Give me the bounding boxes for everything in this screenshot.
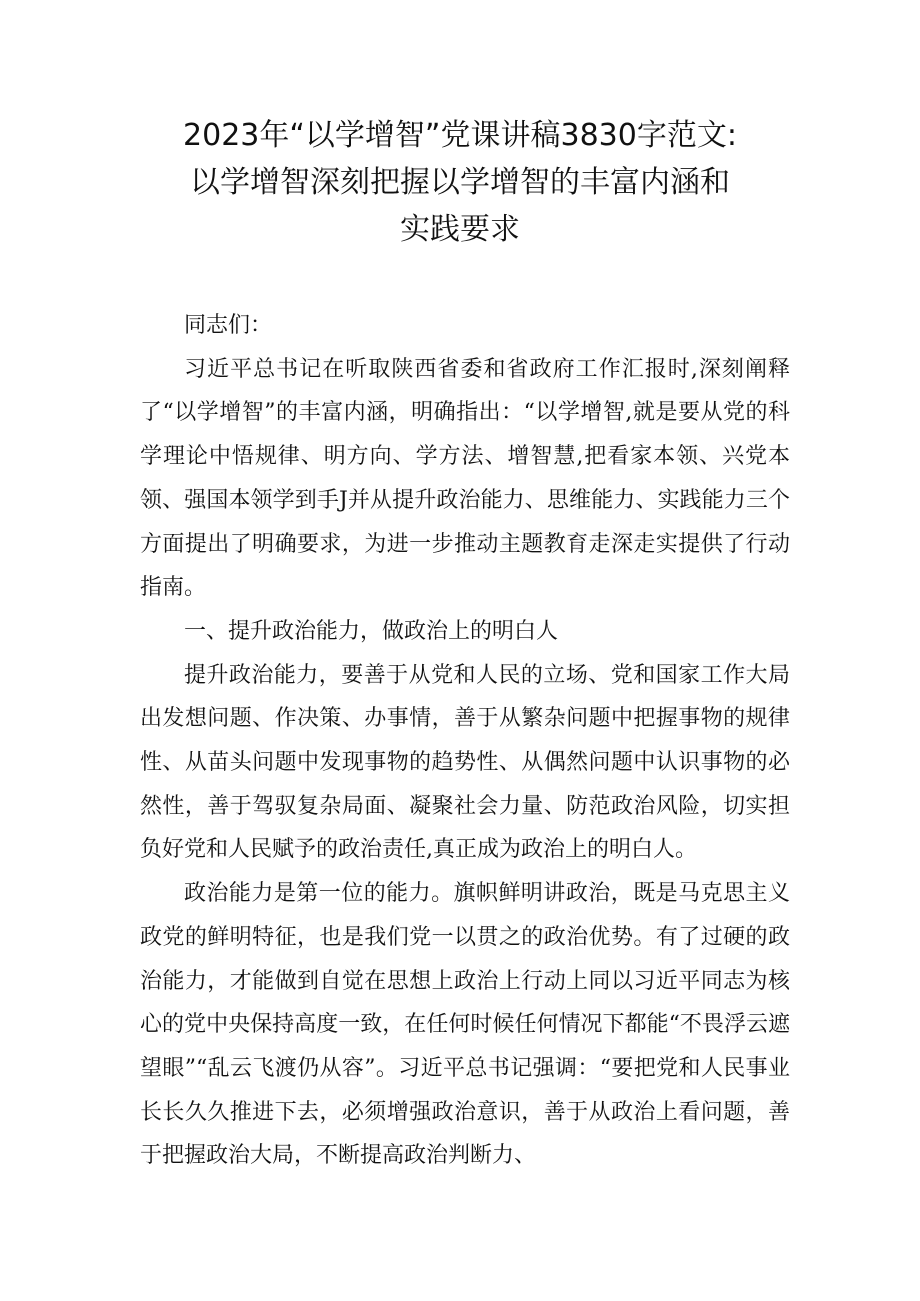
salutation: 同志们： bbox=[184, 313, 273, 338]
body-paragraph: 政治能力是第一位的能力。旗帜鲜明讲政治，既是马克思主义政党的鲜明特征，也是我们党一以贯之的政治优势。有了过硬的政治能力，才能做到自觉在思想上政治上行动上同以习近平同志为核心的党中央保持高度一致，在任何时候任何情况下都能“不畏浮云遮望眼”“乱云飞渡仍从容”。习近平总书记强调：“要把党和人民事业长长久久推进下去，必须增强政治意识，善于从政治上看问题，善于把握政治大局，不断提高政治判断力、 bbox=[140, 881, 790, 1169]
title-line-3: 实践要求 bbox=[400, 212, 520, 247]
body-paragraph: 提升政治能力，要善于从党和人民的立场、党和国家工作大局出发想问题、作决策、办事情，善于从繁杂问题中把握事物的规律性、从苗头问题中发现事物的趋势性、从偶然问题中认识事物的必然性，善于驾驭复杂局面、凝聚社会力量、防范政治风险，切实担负好党和人民赋予的政治责任,真正成为政治上的明白人。 bbox=[140, 662, 790, 863]
title-line-2: 以学增智深刻把握以学增智的丰富内涵和 bbox=[190, 165, 730, 200]
body-paragraph: 习近平总书记在听取陕西省委和省政府工作汇报时,深刻阐释了“以学增智”的丰富内涵，明确指出：“以学增智,就是要从党的科学理论中悟规律、明方向、学方法、增智慧,把看家本领、兴党本领、强国本领学到手J并从提升政治能力、思维能力、实践能力三个方面提出了明确要求，为进一步推动主题教育走深走实提供了行动指南。 bbox=[140, 356, 790, 601]
document-body bbox=[140, 304, 790, 1178]
document-title bbox=[100, 112, 820, 253]
section-heading: 一、提升政治能力，做政治上的明白人 bbox=[184, 618, 559, 644]
title-line-1: 2023年“以学增智”党课讲稿3830字范文: bbox=[183, 118, 737, 153]
